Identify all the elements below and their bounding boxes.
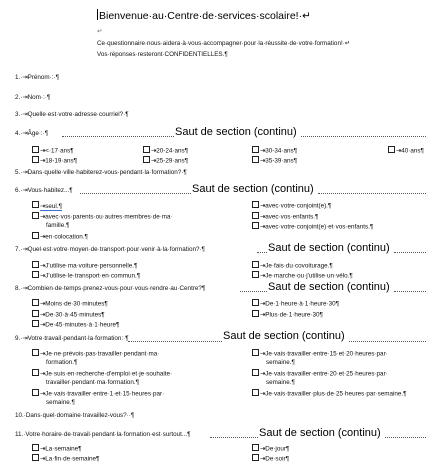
section-break-line — [210, 437, 258, 438]
option-semaine[interactable]: ⇥La·semaine¶ — [32, 444, 82, 454]
checkbox[interactable] — [388, 146, 395, 153]
option-seul[interactable]: ⇥seul.¶ — [32, 201, 62, 211]
option-marche-velo[interactable]: ⇥Je·marche·ou·j'utilise·un·vélo.¶ — [252, 271, 353, 281]
option-recherche-emploi[interactable]: ⇥Je·suis·en·recherche·d'emploi·et·je·souhaite· — [32, 369, 172, 379]
section-break-line — [394, 252, 426, 253]
text-cursor — [97, 9, 98, 20]
option-age-18-19[interactable]: ⇥18-19·ans¶ — [32, 156, 77, 166]
section-break-line — [318, 193, 426, 194]
checkbox[interactable] — [143, 146, 150, 153]
option-transport-commun[interactable]: ⇥J'utilise·le·transport·en·commun.¶ — [32, 271, 140, 281]
checkbox[interactable] — [252, 299, 259, 306]
checkbox[interactable] — [32, 156, 39, 163]
checkbox[interactable] — [252, 349, 259, 356]
checkbox[interactable] — [32, 232, 39, 239]
section-break-label: Saut de section (continu) — [259, 427, 381, 439]
intro-line-1[interactable]: Ce·questionnaire·nous·aidera·à·vous·accompagner·pour·la·réussite·de·votre·formation!·↵ — [97, 40, 351, 47]
option-30-45[interactable]: ⇥De·30·à·45·minutes¶ — [32, 310, 105, 320]
option-45-1h[interactable]: ⇥De·45·minutes·à·1·heure¶ — [32, 320, 119, 330]
checkbox[interactable] — [32, 271, 39, 278]
option-recherche-emploi-cont: travailler·pendant·ma·formation.¶ — [46, 379, 139, 386]
intro-line-2[interactable]: Vos·réponses·resteront·CONFIDENTIELLES.¶ — [97, 51, 228, 58]
section-break-label: Saut de section (continu) — [223, 330, 345, 342]
option-age-30-34[interactable]: ⇥30-34·ans¶ — [252, 146, 297, 156]
checkbox[interactable] — [32, 389, 39, 396]
checkbox[interactable] — [32, 320, 39, 327]
option-age-20-24[interactable]: ⇥20-24·ans¶ — [143, 146, 188, 156]
section-break-label: Saut de section (continu) — [192, 183, 314, 195]
option-fin-semaine[interactable]: ⇥La·fin·de·semaine¶ — [32, 454, 99, 464]
option-de-jour[interactable]: ⇥De·jour¶ — [252, 444, 289, 454]
checkbox[interactable] — [32, 299, 39, 306]
option-ne-prevois-pas[interactable]: ⇥Je·ne·prévois·pas·travailler·pendant·ma· — [32, 349, 159, 359]
section-break-label: Saut de section (continu) — [268, 242, 390, 254]
question-8[interactable]: 8.·⇥Combien·de·temps·prenez-vous·pour·vous·rendre·au·Centre?¶ — [15, 285, 206, 292]
option-15-20h[interactable]: ⇥Je·vais·travailler·entre·15·et·20·heures·par· — [252, 349, 388, 359]
option-moins-30[interactable]: ⇥Moins·de·30·minutes¶ — [32, 299, 108, 309]
checkbox[interactable] — [32, 261, 39, 268]
section-break-line — [301, 136, 426, 137]
checkbox[interactable] — [252, 201, 259, 208]
question-4[interactable]: 4.·⇥Âge·:·¶ — [15, 130, 49, 137]
question-7[interactable]: 7.·⇥Quel·est·votre·moyen·de·transport·pour·venir·à·la·formation?·¶ — [15, 246, 205, 253]
section-break-line — [385, 437, 426, 438]
checkbox[interactable] — [252, 212, 259, 219]
section-break-line — [257, 252, 267, 253]
option-age-17[interactable]: ⇥<·17·ans¶ — [32, 146, 74, 156]
option-age-25-29[interactable]: ⇥25-29·ans¶ — [143, 156, 188, 166]
option-1h-1h30[interactable]: ⇥De·1·heure·à·1·heure·30¶ — [252, 299, 339, 309]
checkbox[interactable] — [252, 222, 259, 229]
option-colocation[interactable]: ⇥en·colocation.¶ — [32, 232, 88, 242]
option-20-25h-cont: semaine.¶ — [266, 379, 295, 386]
checkbox[interactable] — [32, 212, 39, 219]
option-age-40[interactable]: ⇥40·ans¶ — [388, 146, 424, 156]
checkbox[interactable] — [252, 156, 259, 163]
option-plus-25h[interactable]: ⇥Je·vais·travailler·plus·de·25·heures·par·semaine.¶ — [252, 389, 407, 399]
option-conjoint[interactable]: ⇥avec·votre·conjoint(e).¶ — [252, 201, 331, 211]
checkbox[interactable] — [252, 261, 259, 268]
document-title[interactable]: Bienvenue·au·Centre·de·services·scolaire!·↵ — [99, 10, 311, 22]
option-enfants[interactable]: ⇥avec·vos·enfants.¶ — [252, 212, 318, 222]
option-age-35-39[interactable]: ⇥35-39·ans¶ — [252, 156, 297, 166]
paragraph-mark: ↵ — [97, 28, 103, 35]
option-plus-1h30[interactable]: ⇥Plus·de·1·heure·30¶ — [252, 310, 323, 320]
checkbox[interactable] — [32, 146, 39, 153]
option-parents-cont: famille.¶ — [46, 222, 70, 229]
option-ne-prevois-pas-cont: formation.¶ — [46, 359, 78, 366]
option-de-soir[interactable]: ⇥De·soir¶ — [252, 454, 289, 464]
checkbox[interactable] — [32, 310, 39, 317]
section-break-line — [80, 193, 191, 194]
checkbox[interactable] — [252, 271, 259, 278]
section-break-line — [394, 291, 426, 292]
option-covoiturage[interactable]: ⇥Je·fais·du·covoiturage.¶ — [252, 261, 333, 271]
checkbox[interactable] — [32, 349, 39, 356]
checkbox[interactable] — [252, 310, 259, 317]
checkbox[interactable] — [32, 444, 39, 451]
question-2[interactable]: 2.·⇥Nom·:·¶ — [15, 94, 51, 101]
option-conjoint-enfants[interactable]: ⇥avec·votre·conjoint(e)·et·vos·enfants.¶ — [252, 222, 373, 232]
section-break-label: Saut de section (continu) — [268, 281, 390, 293]
checkbox[interactable] — [32, 201, 39, 208]
checkbox[interactable] — [252, 146, 259, 153]
question-1[interactable]: 1.·⇥Prénom·:·¶ — [15, 74, 59, 81]
section-break-line — [62, 136, 174, 137]
option-15-20h-cont: semaine.¶ — [266, 359, 295, 366]
option-voiture[interactable]: ⇥J'utilise·ma·voiture·personnelle.¶ — [32, 261, 137, 271]
option-1-15h[interactable]: ⇥Je·vais·travailler·entre·1·et·15·heures·par· — [32, 389, 164, 399]
section-break-label: Saut de section (continu) — [175, 126, 297, 138]
checkbox[interactable] — [143, 156, 150, 163]
option-1-15h-cont: semaine.¶ — [46, 399, 75, 406]
option-20-25h[interactable]: ⇥Je·vais·travailler·entre·20·et·25·heures·par· — [252, 369, 388, 379]
section-break-line — [240, 291, 267, 292]
question-10[interactable]: 10.·Dans·quel·domaine·travaillez-vous?··¶ — [15, 412, 135, 419]
section-break-line — [128, 341, 222, 342]
checkbox[interactable] — [252, 369, 259, 376]
checkbox[interactable] — [252, 444, 259, 451]
question-9[interactable]: 9.·⇥Votre·travail·pendant·la·formation:·¶ — [15, 335, 129, 342]
question-5[interactable]: 5.·⇥Dans·quelle·ville·habiterez-vous·pendant·la·formation?·¶ — [15, 169, 187, 176]
checkbox[interactable] — [32, 369, 39, 376]
question-3[interactable]: 3.·⇥Quelle·est·votre·adresse·courriel?·¶ — [15, 111, 129, 118]
section-break-line — [349, 341, 426, 342]
option-parents[interactable]: ⇥avec·vos·parents·ou·autres·membres·de·ma· — [32, 212, 173, 222]
question-11[interactable]: 11.·Votre·horaire·de·travail·pendant·la·formation·est·surtout...¶ — [15, 431, 191, 438]
question-6[interactable]: 6.·⇥Vous·habitez...¶ — [15, 187, 73, 194]
checkbox[interactable] — [252, 389, 259, 396]
